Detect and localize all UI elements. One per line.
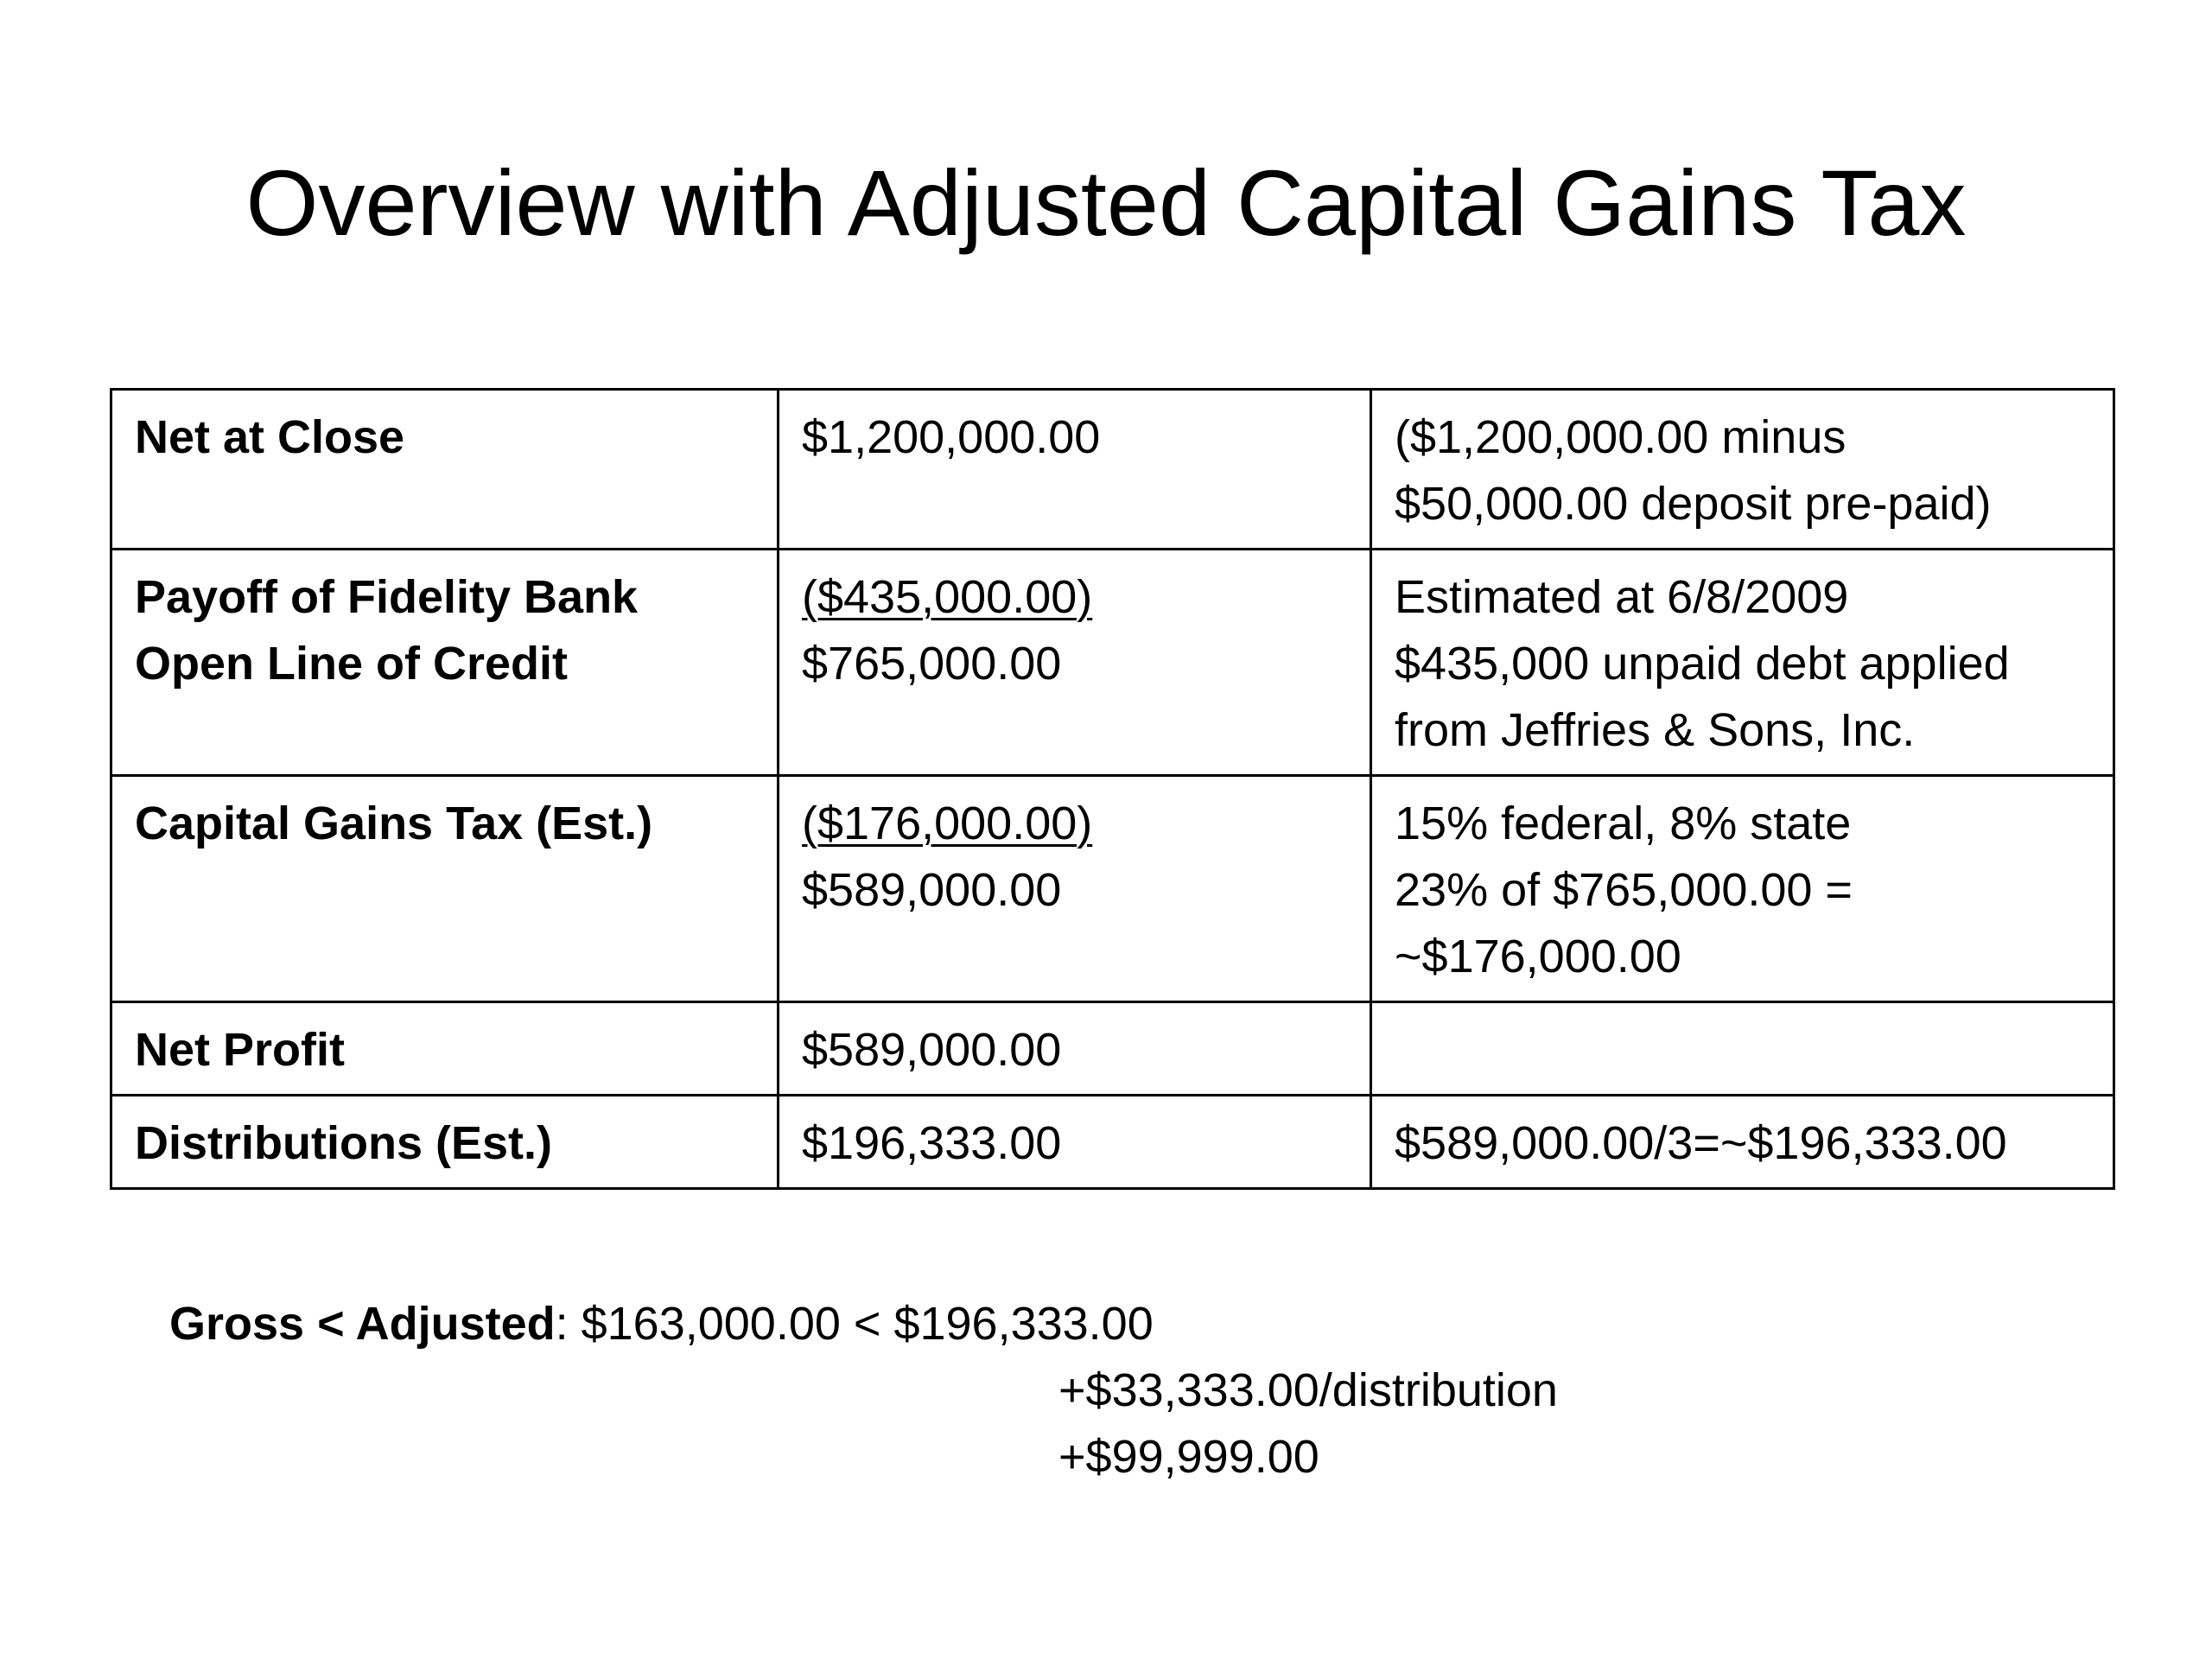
row-note-cell: [1371, 550, 2114, 776]
deduction-value: ($435,000.00): [802, 571, 1093, 623]
table-row: [111, 1002, 2114, 1096]
row-label-cell: [111, 390, 779, 550]
note-line: ($1,200,000.00 minus: [1395, 411, 1847, 463]
row-label-cell: [111, 1096, 779, 1189]
note-line: Estimated at 6/8/2009: [1395, 571, 1849, 623]
deduction-value: ($176,000.00): [802, 798, 1093, 849]
row-label-cell: [111, 776, 779, 1002]
note-line: from Jeffries & Sons, Inc.: [1395, 704, 1916, 756]
subtotal-value: $589,000.00: [802, 864, 1062, 916]
note-line: $435,000 unpaid debt applied: [1395, 638, 2010, 690]
summary-total: +$99,999.00: [1058, 1431, 1319, 1483]
row-amount-cell: [779, 1002, 1371, 1096]
table-row: [111, 1096, 2114, 1189]
overview-table: [110, 388, 2115, 1190]
row-amount-cell: [779, 1096, 1371, 1189]
row-label: Open Line of Credit: [135, 638, 569, 690]
row-label: Net at Close: [135, 411, 405, 463]
summary-comparison: [169, 1291, 1154, 1357]
row-label: Capital Gains Tax (Est.): [135, 798, 653, 849]
row-note-cell: [1371, 390, 2114, 550]
amount-value: $1,200,000.00: [802, 411, 1101, 463]
amount-value: $589,000.00: [802, 1024, 1062, 1076]
table-row: [111, 550, 2114, 776]
row-amount-cell: [779, 550, 1371, 776]
note-line: 23% of $765,000.00 =: [1395, 864, 1853, 916]
slide-title: Overview with Adjusted Capital Gains Tax: [245, 150, 1967, 255]
row-label-cell: [111, 550, 779, 776]
note-line: $589,000.00/3=~$196,333.00: [1395, 1117, 2007, 1169]
row-label: Distributions (Est.): [135, 1117, 552, 1169]
row-amount-cell: [779, 390, 1371, 550]
row-amount-cell: [779, 776, 1371, 1002]
amount-value: $196,333.00: [802, 1117, 1062, 1169]
table-row: [111, 390, 2114, 550]
note-line: 15% federal, 8% state: [1395, 798, 1852, 849]
summary-per-distribution: +$33,333.00/distribution: [1058, 1364, 1558, 1416]
summary-values: : $163,000.00 < $196,333.00: [555, 1298, 1154, 1350]
note-line: $50,000.00 deposit pre-paid): [1395, 478, 1992, 530]
row-note-cell: [1371, 1096, 2114, 1189]
note-line: ~$176,000.00: [1395, 931, 1681, 982]
subtotal-value: $765,000.00: [802, 638, 1062, 690]
row-note-cell: [1371, 776, 2114, 1002]
table-row: [111, 776, 2114, 1002]
table-body: [111, 390, 2114, 1189]
row-label: Payoff of Fidelity Bank: [135, 571, 639, 623]
row-label-cell: [111, 1002, 779, 1096]
summary-label: Gross < Adjusted: [169, 1298, 556, 1350]
row-label: Net Profit: [135, 1024, 345, 1076]
row-note-cell: [1371, 1002, 2114, 1096]
